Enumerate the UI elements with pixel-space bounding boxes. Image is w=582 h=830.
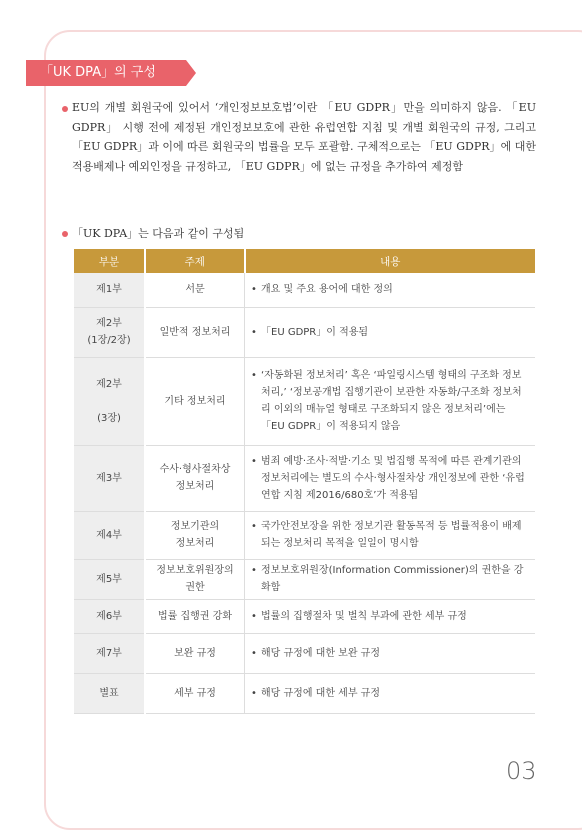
row-content (245, 357, 536, 445)
row-content-text: 법률의 집행절차 및 벌칙 부과에 관한 세부 규정 (261, 610, 467, 622)
header-topic: 주제 (145, 249, 245, 273)
row-part: 제2부 (3장) (74, 357, 145, 445)
table-intro-paragraph: 「UK DPA」는 다음과 같이 구성됨 (72, 227, 245, 240)
row-part: 제3부 (74, 445, 145, 511)
row-content-text: 정보보호위원장(Information Commissioner)의 권한을 강화함 (261, 565, 524, 593)
row-content (245, 673, 536, 713)
header-part: 부분 (74, 249, 145, 273)
row-part: 제2부 (1장/2장) (74, 307, 145, 357)
row-topic: 보완 규정 (145, 633, 245, 673)
section-title: 「UK DPA」의 구성 (40, 65, 156, 80)
content-bullet-icon: • (251, 610, 257, 622)
content-bullet-icon: • (251, 647, 257, 659)
row-topic: 정보보호위원장의 권한 (145, 559, 245, 599)
row-topic: 법률 집행권 강화 (145, 599, 245, 633)
table-row (74, 633, 535, 673)
row-content-text: 국가안전보장을 위한 정보기관 활동목적 등 법률적용이 배제되는 정보처리 목적을 일일이 명시함 (261, 521, 522, 549)
paragraph-bullet-icon (62, 106, 68, 112)
row-part: 제6부 (74, 599, 145, 633)
page-number: 03 (506, 757, 537, 785)
content-bullet-icon: • (251, 521, 257, 532)
content-bullet-icon: • (251, 370, 257, 381)
row-topic: 정보기관의 정보처리 (145, 511, 245, 559)
table-row (74, 273, 535, 307)
row-content-text: ‘자동화된 정보처리’ 혹은 ‘파일링시스템 형태의 구조화 정보처리,’ ‘정보공개법 집행기관이 보관한 자동화/구조화 정보처리 이외의 매뉴얼 형태로 구조화되지 않은 정보처리’에는 「EU GDPR」이 적용되지 않음 (261, 370, 522, 432)
table-row (74, 445, 535, 511)
table-row (74, 559, 535, 599)
row-part: 제7부 (74, 633, 145, 673)
paragraph-bullet-icon (62, 231, 68, 237)
row-content-text: 해당 규정에 대한 세부 규정 (261, 687, 380, 699)
content-bullet-icon: • (251, 284, 257, 296)
table-row (74, 511, 535, 559)
row-content (245, 559, 536, 599)
row-content (245, 307, 536, 357)
table-row (74, 307, 535, 357)
content-bullet-icon: • (251, 687, 257, 699)
row-content (245, 273, 536, 307)
content-bullet-icon: • (251, 326, 257, 338)
content-bullet-icon: • (251, 565, 257, 576)
row-part: 제4부 (74, 511, 145, 559)
row-content (245, 633, 536, 673)
row-content-text: 개요 및 주요 용어에 대한 정의 (261, 284, 393, 296)
row-content (245, 511, 536, 559)
intro-paragraph: EU의 개별 회원국에 있어서 ‘개인정보보호법’이란 「EU GDPR」만을 의미하지 않음. 「EU GDPR」 시행 전에 제정된 개인정보보호에 관한 유럽연합 지침 및 개별 회원국의 규정, 그리고 「EU GDPR」과 이에 따른 회원국의 법률을 모두 포괄함. 구체적으로는 「EU GDPR」에 대한 적용배제나 예외인정을 규정하고, 「EU GDPR」에 없는 규정을 추가하여 제정함 (72, 101, 536, 173)
header-content: 내용 (245, 249, 536, 273)
row-topic: 기타 정보처리 (145, 357, 245, 445)
content-bullet-icon: • (251, 455, 257, 467)
table-row (74, 599, 535, 633)
row-topic: 수사·형사절차상 정보처리 (145, 445, 245, 511)
row-content-text: 범죄 예방·조사·적발·기소 및 법집행 목적에 따른 관계기관의 정보처리에는 별도의 수사·형사절차상 개인정보에 관한 ‘유럽연합 지침 제2016/680호’가 적용됨 (261, 455, 525, 501)
structure-table (74, 249, 535, 714)
row-content (245, 599, 536, 633)
row-part: 별표 (74, 673, 145, 713)
row-topic: 세부 규정 (145, 673, 245, 713)
row-topic: 일반적 정보처리 (145, 307, 245, 357)
section-ribbon (26, 60, 196, 86)
row-topic: 서문 (145, 273, 245, 307)
row-content (245, 445, 536, 511)
row-content-text: 「EU GDPR」이 적용됨 (261, 326, 369, 338)
row-part: 제5부 (74, 559, 145, 599)
table-row (74, 357, 535, 445)
table-header-row (74, 249, 535, 273)
row-content-text: 해당 규정에 대한 보완 규정 (261, 647, 380, 659)
table-row (74, 673, 535, 713)
row-part: 제1부 (74, 273, 145, 307)
